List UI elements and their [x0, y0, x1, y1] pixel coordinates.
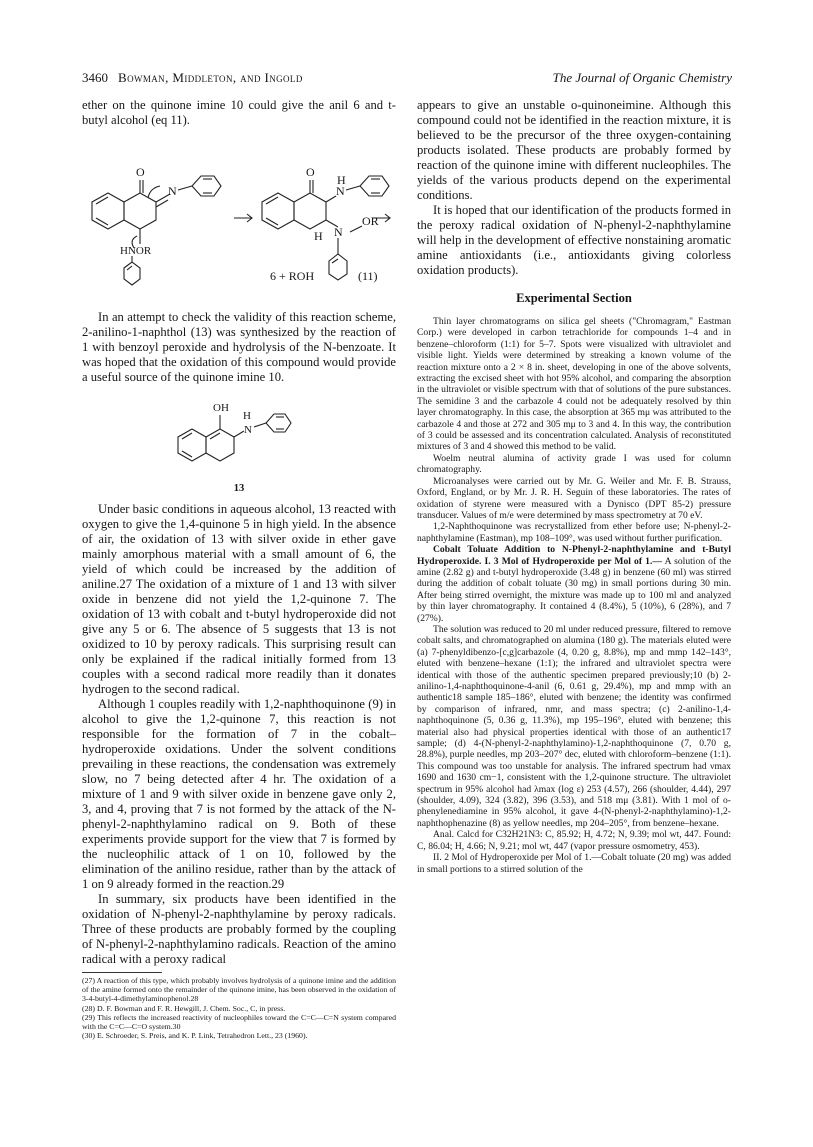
footnote-rule	[82, 972, 162, 973]
hoped-paragraph: It is hoped that our identification of the products formed in the peroxy radical oxidation of N-phenyl-2-naphthylamine will help in the development of effective nonstaining aromatic amine antioxidants (i.e., antioxidants giving colorless oxidation products).	[417, 203, 731, 277]
left-column	[82, 98, 396, 1040]
scheme-label-n2: N	[334, 225, 343, 239]
footnote-27: (27) A reaction of this type, which probably involves hydrolysis of a quinone imine and the addition of the amine formed onto the remainder of the quinone imine, has been observed in the oxidation of 3-4-butyl-4-dimethylaminophenol.28	[82, 976, 396, 1004]
structure-13-number: 13	[233, 483, 245, 494]
structure-13	[82, 385, 396, 487]
exp-cobalt-body: A solution of the amine (2.82 g) and t-butyl hydroperoxide (3.48 g) in benzene (60 ml) was stirred during the addition of cobalt toluate (30 mg) in small portions during 30 min. After being stirred overnight, the mixture was made up to 100 ml and analyzed by thin layer chromatography. It contained 4 (8.4%), 5 (10%), 6 (28%), and 7 (27%).	[417, 555, 732, 624]
scheme-equation: 6 + ROH	[270, 269, 315, 283]
footnote-29: (29) This reflects the increased reactivity of nucleophiles toward the C=C—C=N system compared with the C=C—C=O system.30	[82, 1012, 396, 1032]
running-authors: Bowman, Middleton, and Ingold	[118, 70, 303, 85]
appears-paragraph: appears to give an unstable o-quinoneimine. Although this compound could not be identified in the reaction mixture, it is believed to be the precursor of the three oxygen-containing products isolated. These products are probably formed by reaction of the quinone imine with different nucleophiles. The yields of the various products depend on the experimental conditions.	[417, 98, 731, 202]
scheme-label-o2: O	[306, 165, 315, 179]
exp-solution: The solution was reduced to 20 ml under reduced pressure, filtered to remove cobalt salts, and chromatographed on alumina (180 g). The materials eluted were (a) 7-phenyldibenzo-[c,g]carbazole (4, 0.20 g, 8.8%), mp and mmp 142–143°, eluted with benzene–hexane (1:1); the infrared and ultraviolet spectra were identical with those of the authentic specimen prepared previously;10 (b) 2-anilino-1,4-naphthoquinone-4-anil (6, 0.61 g, 29.4%), mp and mmp with an authentic18 sample 185–186°, eluted with benzene; the identity was confirmed by comparison of infrared, nmr, and mass spectra; (c) 2-anilino-1,4-naphthoquinone (5, 0.36 g, 11.3%), mp 195–196°, eluted with benzene; this material also had physical properties identical with those of an authentic17 sample; (d) 4-(N-phenyl-2-naphthylamino)-1,2-naphthoquinone (7, 0.70 g, 28.8%), purple needles, mp 203–207° dec, eluted with chloroform–benzene (1:1). This compound was too unstable for analysis. The infrared spectrum had νmax 1690 and 1630 cm−1, consistent with the 1,2-quinone structure. The ultraviolet spectrum in 95% alcohol had λmax (log ε) 253 (4.57), 266 (shoulder, 4.44), 297 (shoulder, 4.09), 324 (3.82), 396 (3.53), and 518 mμ (3.81). With 1 mol of o-phenylenediamine in 95% alcohol, it gave 4-(N-phenyl-2-naphthylamino)-1,2-naphthophenazine (8) as yellow needles, mp 204–205°, from benzene–hexane.	[417, 623, 731, 829]
exp-cobalt-heading: Cobalt Toluate Addition to N-Phenyl-2-naphthylamine and t-Butyl Hydroperoxide. I. 3 Mol of Hydroperoxide per Mol of 1.—	[417, 544, 731, 567]
section-title: Experimental Section	[516, 291, 632, 305]
journal-name: The Journal of Organic Chemistry	[552, 70, 732, 85]
scheme-label-n-top: N	[336, 184, 345, 198]
scheme-label-n1: N	[168, 184, 177, 198]
scheme-eq-number: (11)	[358, 269, 378, 283]
footnote-28: (28) D. F. Bowman and F. R. Hewgill, J. Chem. Soc., C, in press.	[82, 1003, 286, 1013]
exp-naphthoquinone: 1,2-Naphthoquinone was recrystallized from ether before use; N-phenyl-2-naphthylamine (Eastman), mp 108–109°, was used without further purification.	[417, 521, 731, 544]
exp-woelm: Woelm neutral alumina of activity grade I was used for column chromatography.	[417, 452, 731, 476]
reaction-scheme-figure	[82, 128, 396, 288]
although-paragraph: Although 1 couples readily with 1,2-naphthoquinone (9) in alcohol to give the 1,2-quinone 7, this reaction is not responsible for the formation of 7 in the cobalt–hydroperoxide oxidations. Under the solvent conditions prevailing in these reactions, the condensation was extremely slow, no 7 being detected after 4 hr. The oxidation of a mixture of 1 and 9 with silver oxide in benzene gave only 2, 3, and 4, proving that 7 is not formed by the attack of the N-phenyl-2-naphthylamino radical on 9. Both of these experiments provide support for the view that 7 is formed by the nucleophilic attack of 1 on 10, followed by the elimination of the anilino residue, rather than by the attack of 1 on 9 already formed in the reaction.29	[82, 697, 396, 891]
right-column	[417, 98, 731, 875]
exp-cobalt	[417, 544, 731, 624]
structure-13-figure	[82, 385, 396, 487]
scheme-label-hnor: HNOR	[120, 245, 152, 257]
exp-analysis: Anal. Calcd for C32H21N3: C, 85.92; H, 4.72; N, 9.39; mol wt, 447. Found: C, 86.04; H, 4.66; N, 9.21; mol wt, 447 (vapor pressure osmometry, 453).	[417, 829, 731, 852]
basic-conditions-paragraph: Under basic conditions in aqueous alcohol, 13 reacted with oxygen to give the 1,4-quinone 5 in high yield. In the absence of air, the oxidation of 13 with silver oxide in ether gave mainly amorphous material with a small amount of 6, the yield of which could be increased by the addition of aniline.27 The oxidation of a mixture of 1 and 13 with silver oxide in benzene did not yield the 1,2-quinone 7. The oxidation of 13 with cobalt and t-butyl hydroperoxide did not give any 5 or 6. The absence of 5 suggests that 13 is not oxidized to 10 by peroxy radicals. This surprising result can only be explained if the radical initially formed from 13 couples with a second radical more readily than it donates hydrogen to the second radical.	[82, 502, 396, 696]
scheme-label-or: OR	[362, 214, 379, 228]
struct13-label-oh: OH	[213, 402, 229, 414]
intro-paragraph: ether on the quinone imine 10 could give the anil 6 and t-butyl alcohol (eq 11).	[82, 98, 396, 127]
running-header	[82, 70, 732, 88]
exp-microanalyses: Microanalyses were carried out by Mr. G. Weiler and Mr. F. B. Strauss, Oxford, England, or by Mr. J. R. H. Seguin of these laboratories. The rates of oxidation of styrene were measured with a Dynisco (DPT 85-2) pressure transducer. Values of m/e were determined by mass spectrometry at 70 eV.	[417, 475, 731, 521]
struct13-label-n: N	[244, 424, 252, 436]
struct13-label-h: H	[243, 410, 251, 422]
summary-paragraph: In summary, six products have been identified in the oxidation of N-phenyl-2-naphthylamine by peroxy radicals. Three of these products are probably formed by the coupling of N-phenyl-2-naphthylamino radicals. Reaction of the amino radical with a peroxy radical	[82, 892, 396, 966]
scheme-label-o1: O	[136, 165, 145, 179]
exp-part-ii: II. 2 Mol of Hydroperoxide per Mol of 1.—Cobalt toluate (20 mg) was added in small portions to a stirred solution of the	[417, 852, 731, 875]
scheme-label-h-top: H	[337, 173, 346, 187]
page-number: 3460	[82, 70, 108, 85]
scheme-label-h-left: H	[314, 229, 323, 243]
exp-tlc: Thin layer chromatograms on silica gel sheets ("Chromagram," Eastman Corp.) were developed in carbon tetrachloride for compounds 1–4 and in benzene–chloroform (1:1) for 5–7. Spots were visualized with ultraviolet and visible light. Yields were determined by streaking a known volume of the reaction mixture onto a 2 × 8 in. sheet, developing in one of the above solvents, extracting the excised sheet with hot 95% alcohol, and comparing the absorption in the ultraviolet or visible spectrum with that of solutions of the pure substances. The semidine 3 and the carbazole 4 could not be adequately resolved by thin layer chromatography. In this case, the absorption at 365 mμ was attributed to the carbazole 4 and those at 272 and 305 mμ to 3 and 4. In this way, the contribution of 3 could be assessed and its concentration calculated. Analysis of reconstituted mixtures of 3 and 4 showed this method to be valid.	[417, 316, 731, 453]
footnote-30: (30) E. Schroeder, S. Preis, and K. P. Link, Tetrahedron Lett., 23 (1960).	[82, 1031, 308, 1041]
check-paragraph: In an attempt to check the validity of this reaction scheme, 2-anilino-1-naphthol (13) was synthesized by the reaction of 1 with benzoyl peroxide and hydrolysis of the N-benzoate. It was hoped that the oxidation of this compound would provide a useful source of the quinone imine 10.	[82, 310, 396, 384]
reaction-scheme-11	[82, 128, 396, 288]
